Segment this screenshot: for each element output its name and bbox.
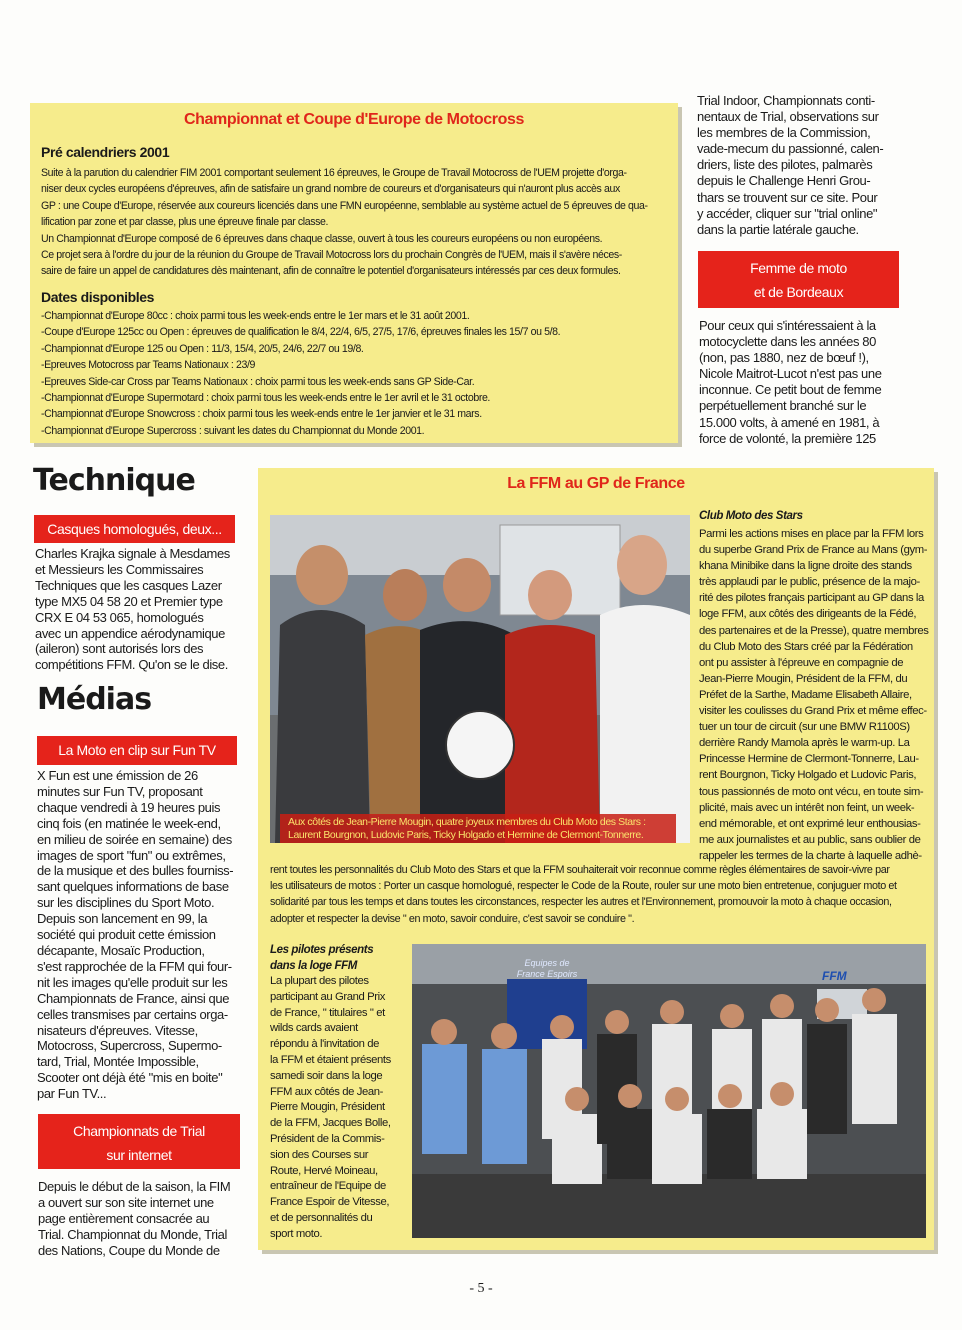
femme-de-moto-text: Pour ceux qui s'intéressaient à la motocyclette dans les années 80 (non, pas 1880, nez de bœuf !), Nicole Maitrot-Lucot n'est pas une inconnue. Ce petit bout de femme perpétuellement branché sur le 15.000 volts, à amené en 1981, à force de volonté, la première 125 [699, 318, 882, 446]
pilots-text: La plupart des pilotes participant au Grand Prix de France, " titulaires " et wilds cards avaient répondu à l'invitation de la FFM et étaient présents samedi soir dans la loge FFM aux côtés de Jean- Pierre Mougin, Président de la FFM, Jacques Bolle, Président de la Commis- sion des Courses sur Route, Hervé Moineau, entraîneur de l'Equipe de France Espoir de Vitesse, et de personnalités du sport moto. [270, 975, 391, 1240]
femme-de-moto-header: Femme de moto et de Bordeaux [698, 251, 899, 308]
gp-photo-stars [270, 515, 690, 843]
gp-title: La FFM au GP de France [507, 475, 685, 492]
gp-photo-pilots [412, 944, 926, 1238]
motocross-title: Championnat et Coupe d'Europe de Motocross [184, 111, 524, 128]
technique-text: Charles Krajka signale à Mesdames et Messieurs les Commissaires Techniques que les casques Lazer type MX5 04 58 20 et Premier type CRX E 04 53 065, homologués avec un appendice aérodynamique (aileron) sont autorisés lors des compétitions FFM. Qu'on se le dise. [35, 546, 230, 673]
photo-stars-illustration [270, 515, 690, 843]
medias-text: X Fun est une émission de 26 minutes sur Fun TV, proposant chaque vendredi à 19 heures puis cinq fois (en matinée le week-end, en milieu de soirée en semaine) des images de sport "fun" ou extrêmes, de la musique et des bulles fourniss- sant quelques informations de base sur les disciplines du Sport Moto. Depuis son lancement en 99, la société qui produit cette émission décapante, Mosaïc Production, s'est rapprochée de la FFM qui four- nit les images qu'elle produit sur les Championnats de France, ainsi que celles transmises par certains orga- nisateurs d'épreuves. Vitesse, Motocross, Supercross, Supermo- tard, Trial, Montée Impossible, Scooter ont déjà été "mis en boite" par Fun TV... [37, 768, 234, 1102]
stars-heading: Club Moto des Stars [699, 510, 803, 522]
trial-internet-text: Depuis le début de la saison, la FIM a ouvert sur son site internet une page entièrement consacrée au Trial. Championnat du Monde, Trial des Nations, Coupe du Monde de [38, 1179, 231, 1258]
stars-text: Parmi les actions mises en place par la FFM lors du superbe Grand Prix de France au Mans (gym- khana Minibike dans la ligne droite des stands très applaudi par le public, présence de la majo- rité des pilotes français participant au GP dans la loge FFM, aux côtés des dirigeants de la Fédé, des partenaires et de la Presse), quatre membres du Club Moto des Stars créé par la Fédération ont pu assister à l'épreuve en compagnie de Jean-Pierre Mougin, Président de la FFM, du Préfet de la Sarthe, Madame Elisabeth Allaire, visiter les coulisses du Grand Prix et même effec- tuer un tour de circuit (sur une BMW R1100S) derrière Randy Mamola après le warm-up. La Princesse Hermine de Clermont-Tonnerre, Lau- rent Bourgnon, Ticky Holgado et Ludovic Paris, tous passionnés de moto ont vécu, en toute sim- plicité, mais avec un intérêt non feint, un week- end mémorable, et ont exprimé leur enthousias- me aux journalistes et au public, sans oublier de rappeler les termes de la charte à laquelle adhè- [699, 528, 929, 862]
fun-tv-subheading: La Moto en clip sur Fun TV [37, 736, 237, 765]
pre-calendriers-text: Suite à la parution du calendrier FIM 2001 comportant seulement 16 épreuves, le Groupe de Travail Motocross de l'UEM projette d'orga- niser deux cycles européens d'épreuves, afin de satisfaire un grand nombre de coureurs et d'organisateurs qui n'auront plus accès aux GP : une Coupe d'Europe, réservée aux coureurs licenciés dans une FMN européenne, semblable au système actuel de 5 épreuves de qua- lification par zone et par classe, plus une épreuve finale par classe. Un Championnat d'Europe composé de 6 épreuves dans chaque classe, ouvert à tous les coureurs européens ou non européens. Ce projet sera à l'ordre du jour de la réunion du Groupe de Travail Motocross lors du prochain Congrès de l'UEM, mais il s'avère néces- saire de faire un appel de candidatures dès maintenant, afin de connaître le potentiel d'organisateurs intéressés par ces deux formules. [41, 167, 648, 278]
page-number: - 5 - [469, 1281, 493, 1296]
stars-text-continued: rent toutes les personnalités du Club Moto des Stars et que la FFM souhaiterait voir reconnue comme règles élémentaires de savoir-vivre par les utilisateurs de motos : Porter un casque homologué, respecter le Code de la Route, rouler sur une moto bien entretenue, conjuguer moto et solidarité par tous les temps et dans toutes les circonstances, respecter les autres et l'Environnement, promouvoir la moto à chaque occasion, adopter et respecter la devise " en moto, savoir conduire, c'est savoir se conduire ". [270, 864, 897, 925]
gp-box [258, 468, 934, 1250]
technique-heading: Technique [33, 463, 195, 498]
trial-internet-header: Championnats de Trial sur internet [38, 1114, 240, 1169]
casques-subheading: Casques homologués, deux... [34, 515, 235, 543]
pilots-heading: Les pilotes présents dans la loge FFM [270, 944, 374, 972]
medias-heading: Médias [37, 682, 152, 717]
photo-pilots-illustration [412, 944, 926, 1238]
pre-calendriers-heading: Pré calendriers 2001 [41, 144, 170, 160]
equipes-banner: Equipes de France Espoirs [516, 958, 578, 979]
motocross-box [30, 103, 678, 443]
dates-heading: Dates disponibles [41, 289, 155, 305]
trial-continued-text: Trial Indoor, Championnats conti- nentaux de Trial, observations sur les membres de la Commission, vade-mecum du passionné, calen- driers, liste des pilotes, palmarès depuis le Challenge Henri Grou- thars se trouvent sur ce site. Pour y accéder, cliquer sur "trial online" dans la partie latérale gauche. [697, 93, 884, 237]
ffm-logo: FFM [822, 969, 847, 983]
dates-text: -Championnat d'Europe 80cc : choix parmi tous les week-ends entre le 1er mars et le 31 août 2001. -Coupe d'Europe 125cc ou Open : épreuves de qualification le 8/4, 22/4, 6/5, 27/5, 17/6, épreuves finales les 15/7 ou 5/8. -Championnat d'Europe 125 ou Open : 11/3, 15/4, 20/5, 24/6, 22/7 ou 19/8. -Epreuves Motocross par Teams Nationaux : 23/9 -Epreuves Side-car Cross par Teams Nationaux : choix parmi tous les week-ends sans GP Side-Car. -Championnat d'Europe Supermotard : choix parmi tous les week-ends entre le 1er avril et le 31 octobre. -Championnat d'Europe Snowcross : choix parmi tous les week-ends entre le 1er janvier et le 31 mars. -Championnat d'Europe Supercross : suivant les dates du Championnat du Monde 2001. [41, 310, 561, 437]
photo-stars-caption: Aux côtés de Jean-Pierre Mougin, quatre joyeux membres du Club Moto des Stars : Laurent Bourgnon, Ludovic Paris, Ticky Holgado et Hermine de Clermont-Tonnerre. [280, 814, 676, 843]
